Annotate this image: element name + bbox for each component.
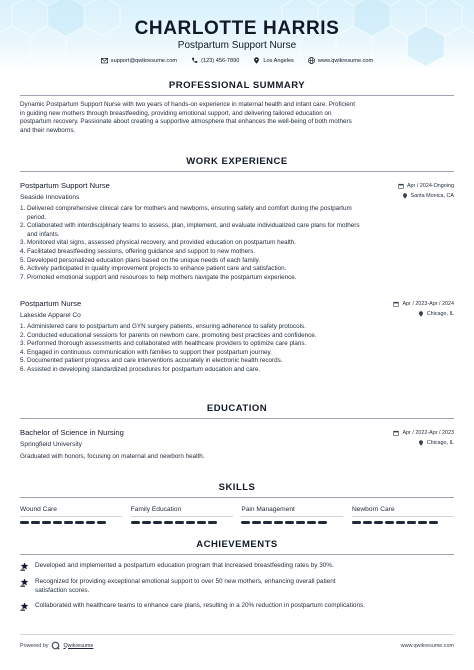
- education-divider: [20, 418, 454, 419]
- job-header: [20, 181, 454, 201]
- job-dates: Apr / 2023-Apr / 2024: [402, 301, 454, 307]
- education-section: [20, 403, 454, 419]
- pin-icon: [402, 193, 408, 199]
- skill-name: Newborn Care: [352, 506, 454, 517]
- calendar-icon: [398, 183, 404, 189]
- contact-email-text: support@qwikresume.com: [110, 57, 178, 64]
- pin-icon: [418, 311, 424, 317]
- page-footer: [20, 641, 454, 650]
- education-note: Graduated with honors, focusing on maternal and newborn health.: [20, 453, 205, 460]
- summary-title: PROFESSIONAL SUMMARY: [168, 80, 306, 91]
- globe-icon: [308, 57, 315, 64]
- job-company: Seaside Innovations: [20, 194, 80, 201]
- achievements-section: [20, 539, 454, 611]
- skill-level-segment: [164, 521, 173, 524]
- summary-line: Dynamic Postpartum Support Nurse with two years of hands-on experience in maternal health and infant care. Proficient: [20, 101, 355, 108]
- skill-level-segment: [142, 521, 151, 524]
- job-bullets: [20, 205, 454, 282]
- skill-level-bar: [131, 521, 233, 524]
- skill-level-segment: [64, 521, 73, 524]
- skill-name: Pain Management: [241, 506, 343, 517]
- contact-location: [253, 57, 293, 64]
- list-item: 6. Actively participated in quality improvement projects to enhance patient care and satisfaction.: [20, 265, 287, 273]
- education-meta: [393, 428, 454, 448]
- skill-level-segment: [263, 521, 272, 524]
- contact-website-text: www.qwikresume.com: [317, 57, 374, 64]
- skill-level-segment: [429, 521, 438, 524]
- list-item: 5. Documented patient progress and care interventions accurately in electronic health records.: [20, 357, 283, 365]
- education-location: Chicago, IL: [426, 440, 454, 446]
- job-meta: [393, 299, 454, 319]
- email-icon: [101, 57, 108, 64]
- skill-level-segment: [363, 521, 372, 524]
- skill-level-segment: [407, 521, 416, 524]
- contact-phone[interactable]: [191, 57, 239, 64]
- job-header: [20, 299, 454, 319]
- job-meta: [398, 181, 454, 201]
- achievement-item: [20, 602, 454, 611]
- skill-level-segment: [352, 521, 361, 524]
- summary-line: in guiding new mothers through breastfeeding, providing emotional support, and delivering tailored education on: [20, 109, 332, 117]
- skills-title: SKILLS: [218, 482, 256, 493]
- job-bullets: [20, 323, 454, 375]
- summary-text: [20, 101, 454, 135]
- list-item: 6. Assisted in developing standardized procedures for postpartum education and care.: [20, 365, 261, 373]
- list-item: period.: [27, 213, 47, 221]
- star-hand-icon: [20, 578, 29, 587]
- powered-by: [20, 641, 93, 650]
- achievement-text: Collaborated with healthcare teams to enhance care plans, resulting in a 20% reduction in postpartum complications.: [35, 602, 366, 610]
- star-hand-icon: [20, 602, 29, 611]
- skill-level-segment: [153, 521, 162, 524]
- job-title: Postpartum Support Nurse: [20, 181, 110, 190]
- skill-level-segment: [42, 521, 51, 524]
- footer-website-link[interactable]: www.qwikresume.com: [400, 642, 454, 649]
- skill-level-segment: [31, 521, 40, 524]
- skill-level-bar: [241, 521, 343, 524]
- summary-line: postpartum recovery. Passionate about creating a supportive atmosphere that enhances the well-being of both mothers: [20, 118, 352, 126]
- experience-section: [20, 156, 454, 172]
- skills-section: [20, 482, 454, 524]
- list-item: 1. Administered care to postpartum and GYN surgery patients, ensuring adherence to safety protocols.: [20, 323, 306, 330]
- skills-list: [20, 506, 454, 524]
- job-company: Lakeside Apparel Co: [20, 312, 81, 319]
- list-item: 4. Engaged in continuous communication with families to support their postpartum journey.: [20, 348, 272, 356]
- candidate-role: Postpartum Support Nurse: [177, 40, 297, 51]
- contact-phone-text: (123) 456-7890: [201, 57, 240, 64]
- skill-level-segment: [53, 521, 62, 524]
- achievement-text: Recognized for providing exceptional emotional support to over 50 new mothers, enhancing overall patient satisfaction scores.: [35, 578, 336, 594]
- list-item: 3. Monitored vital signs, assessed physical recovery, and provided education on postpartum health.: [20, 239, 297, 247]
- skill-level-segment: [418, 521, 427, 524]
- list-item: 4. Facilitated breastfeeding sessions, offering guidance and support to new mothers.: [20, 247, 256, 255]
- skill-level-segment: [186, 521, 195, 524]
- achievement-item: [20, 578, 454, 595]
- job-dates: Apr / 2024-Ongoing: [406, 183, 454, 189]
- skill-level-segment: [175, 521, 184, 524]
- phone-icon: [191, 57, 198, 64]
- summary-line: and their newborns.: [20, 126, 76, 134]
- skill-item: [131, 506, 233, 524]
- job-location: Santa Monica, CA: [410, 193, 454, 199]
- education-entry: [20, 428, 454, 462]
- skill-level-segment: [307, 521, 316, 524]
- list-item: 2. Conducted educational sessions for parents on newborn care, promoting best practices and confidence.: [20, 331, 317, 339]
- skill-item: [241, 506, 343, 524]
- resume-header: [0, 0, 474, 72]
- experience-title: WORK EXPERIENCE: [186, 156, 288, 167]
- skill-level-segment: [75, 521, 84, 524]
- star-hand-icon: [20, 562, 29, 571]
- education-dates: Apr / 2022-Apr / 2023: [402, 430, 454, 436]
- pin-icon: [418, 440, 424, 446]
- skill-level-segment: [274, 521, 283, 524]
- summary-section: [20, 80, 454, 135]
- list-item: 5. Developed personalized education plans based on the unique needs of each family.: [20, 256, 261, 264]
- experience-divider: [20, 171, 454, 172]
- list-item: 2. Collaborated with interdisciplinary teams to assess, plan, implement, and evaluate individualized care plans for mothers: [20, 222, 360, 230]
- skill-level-segment: [285, 521, 294, 524]
- footer-divider: [20, 634, 454, 635]
- achievements-title: ACHIEVEMENTS: [196, 539, 278, 550]
- skill-level-segment: [318, 521, 327, 524]
- job-title: Postpartum Nurse: [20, 299, 82, 308]
- skill-level-segment: [197, 521, 206, 524]
- skill-level-segment: [396, 521, 405, 524]
- skill-level-bar: [352, 521, 454, 524]
- skill-level-segment: [374, 521, 383, 524]
- skill-item: [352, 506, 454, 524]
- job-location: Chicago, IL: [426, 311, 454, 317]
- list-item: 3. Performed thorough assessments and collaborated with healthcare providers to optimize care plans.: [20, 340, 307, 348]
- candidate-name: CHARLOTTE HARRIS: [134, 18, 340, 39]
- job-entry: [20, 299, 454, 375]
- summary-divider: [20, 95, 454, 96]
- achievement-text: Developed and implemented a postpartum education program that increased breastfeeding rates by 30%.: [35, 562, 334, 569]
- contact-website[interactable]: [308, 57, 373, 64]
- qwikresume-logo-icon: [51, 641, 60, 650]
- calendar-icon: [393, 430, 399, 436]
- skill-level-segment: [86, 521, 95, 524]
- list-item: 1. Delivered comprehensive clinical care for mothers and newborns, ensuring safety and comfort during the postpartum: [20, 205, 352, 212]
- skill-level-segment: [97, 521, 106, 524]
- job-entry: [20, 181, 454, 282]
- education-header: [20, 428, 454, 448]
- skill-level-segment: [208, 521, 217, 524]
- skill-level-bar: [20, 521, 122, 524]
- brand-link[interactable]: Qwikresume: [63, 642, 94, 649]
- achievement-item: [20, 562, 454, 571]
- powered-by-label: Powered by: [20, 642, 49, 649]
- pin-icon: [253, 57, 260, 64]
- degree-title: Bachelor of Science in Nursing: [20, 428, 124, 437]
- contact-location-text: Los Angeles: [263, 57, 294, 64]
- contact-row: [0, 57, 474, 64]
- achievements-divider: [20, 554, 454, 555]
- skill-level-segment: [252, 521, 261, 524]
- skill-name: Wound Care: [20, 506, 122, 517]
- skill-level-segment: [385, 521, 394, 524]
- school-name: Springfield University: [20, 441, 82, 448]
- list-item: and infants.: [27, 230, 60, 238]
- skill-name: Family Education: [131, 506, 233, 517]
- calendar-icon: [393, 301, 399, 307]
- skill-level-segment: [131, 521, 140, 524]
- skill-level-segment: [241, 521, 250, 524]
- contact-email[interactable]: [101, 57, 177, 64]
- skills-divider: [20, 497, 454, 498]
- skill-item: [20, 506, 122, 524]
- skill-level-segment: [20, 521, 29, 524]
- skill-level-segment: [296, 521, 305, 524]
- list-item: 7. Promoted emotional support and resources to help mothers navigate the postpartum experience.: [20, 273, 297, 281]
- education-title: EDUCATION: [206, 403, 268, 414]
